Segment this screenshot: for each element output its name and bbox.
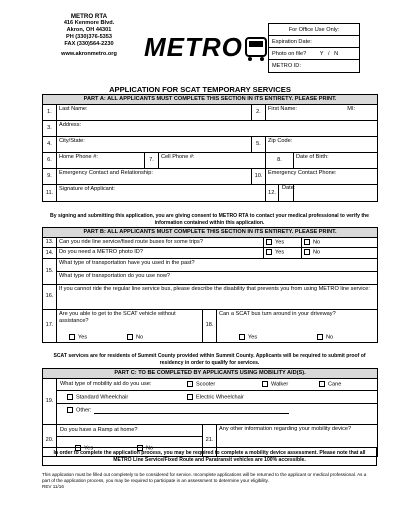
field-number: 6. [43, 153, 57, 169]
q13-yes-option[interactable] [264, 238, 302, 248]
question-18-text: Can a SCAT bus turn around in your driveway? [219, 310, 336, 317]
field-number: 10. [252, 169, 266, 185]
q17-yes-option[interactable] [69, 334, 87, 341]
part-b-heading: PART B: ALL APPLICANTS MUST COMPLETE THIS SECTION IN ITS ENTIRETY. PLEASE PRINT. [43, 228, 378, 238]
page-title: APPLICATION FOR SCAT TEMPORARY SERVICES [109, 85, 291, 94]
revision-label: REV 11/16 [42, 484, 64, 489]
yes-label: Yes [78, 334, 88, 341]
field-number: 9. [43, 169, 57, 185]
org-website: www.akronmetro.org [61, 51, 117, 57]
walker-label: Walker [271, 381, 289, 388]
question-15b[interactable]: What type of transportation do you use now? [57, 271, 378, 284]
cell-phone-field[interactable]: Cell Phone #: [159, 153, 266, 169]
question-17 [57, 309, 203, 342]
emergency-phone-field[interactable]: Emergency Contact Phone: [266, 169, 378, 185]
org-name: METRO RTA [70, 13, 108, 20]
row-divider [57, 436, 202, 437]
part-a-heading: PART A: ALL APPLICANTS MUST COMPLETE THIS SECTION IN ITS ENTIRETY. PLEASE PRINT. [43, 95, 378, 105]
office-use-box [268, 23, 360, 73]
checkbox[interactable] [304, 249, 310, 255]
field-number: 15. [43, 258, 57, 284]
date-label: Date: [282, 185, 296, 191]
q14-yes-option[interactable] [264, 248, 302, 258]
field-number: 13. [43, 238, 57, 248]
date-field[interactable] [266, 185, 294, 202]
field-number: 21. [203, 425, 217, 457]
field-number: 4. [43, 137, 57, 153]
checkbox[interactable] [266, 249, 272, 255]
date-field-space[interactable] [294, 185, 378, 202]
row-divider [57, 390, 377, 391]
checkbox[interactable] [127, 334, 133, 340]
yes-label: Yes [248, 334, 258, 341]
photo-on-file-text: Photo on file? [272, 51, 307, 57]
no-label: No [313, 249, 321, 256]
checkbox[interactable] [187, 394, 193, 400]
yes-label: Yes [275, 249, 285, 256]
last-name-field[interactable]: Last Name: [57, 105, 252, 121]
org-fax: FAX (330)564-2230 [64, 41, 114, 47]
mi-label: MI: [347, 106, 356, 112]
no-label: No [136, 334, 144, 341]
address-field[interactable]: Address: [57, 121, 378, 137]
field-number: 8. [266, 153, 294, 169]
field-number: 20. [43, 425, 57, 457]
metro-logo [144, 34, 270, 62]
photo-no: N [334, 51, 339, 57]
checkbox[interactable] [67, 407, 73, 413]
field-number: 16. [43, 284, 57, 309]
org-address-line2: Akron, OH 44301 [66, 27, 112, 33]
no-label: No [146, 445, 154, 452]
city-state-field[interactable]: City/State: [57, 137, 252, 153]
cane-option[interactable] [319, 381, 341, 388]
question-14: Do you need a METRO photo ID? [57, 248, 264, 258]
emergency-contact-field[interactable]: Emergency Contact and Relationship: [57, 169, 252, 185]
checkbox[interactable] [304, 239, 310, 245]
expiration-date-label: Expiration Date: [269, 36, 359, 48]
photo-separator: / [327, 51, 330, 57]
yes-label: Yes [275, 239, 285, 246]
question-15a[interactable]: What type of transportation have you used in the past? [57, 258, 378, 271]
part-c-table [42, 368, 378, 457]
field-number: 12. [266, 185, 279, 201]
walker-option[interactable] [262, 381, 288, 388]
standard-wheelchair-label: Standard Wheelchair [76, 394, 129, 401]
field-number: 3. [43, 121, 57, 137]
checkbox[interactable] [187, 381, 193, 387]
first-name-label: First Name: [268, 106, 297, 112]
office-use-heading: For Office Use Only: [269, 24, 359, 36]
yes-label: Yes [84, 445, 94, 452]
residency-note: SCAT services are for residents of Summit County provided within Summit County. Applicants will be required to submit proof of residency in order to qualify for services. [53, 353, 366, 366]
photo-yes: Y [319, 51, 324, 57]
checkbox[interactable] [317, 334, 323, 340]
field-number: 7. [145, 153, 159, 169]
question-18 [217, 309, 378, 342]
field-number: 5. [252, 137, 266, 153]
scooter-option[interactable] [187, 381, 215, 388]
metro-id-label: METRO ID: [272, 63, 301, 69]
q14-no-option[interactable] [302, 248, 378, 258]
first-name-field[interactable] [266, 105, 378, 121]
checkbox[interactable] [67, 394, 73, 400]
part-a-table [42, 94, 378, 202]
field-number: 1. [43, 105, 57, 121]
checkbox[interactable] [266, 239, 272, 245]
other-input-line[interactable] [94, 408, 289, 414]
field-number: 14. [43, 248, 57, 258]
row-divider [57, 403, 377, 404]
q17-no-option[interactable] [127, 334, 143, 341]
part-b-table [42, 227, 378, 343]
field-number: 11. [43, 185, 57, 202]
consent-note: By signing and submitting this application, you are giving consent to METRO RTA to contact your medical professional to verify the information contained within this application. [50, 213, 369, 226]
question-13: Can you ride line service/fixed route buses for some trips? [57, 238, 264, 248]
question-16[interactable]: If you cannot ride the regular line service bus, please describe the disability that prevents you from using METRO line service: [57, 284, 378, 309]
field-number: 2. [252, 105, 266, 121]
no-label: No [313, 239, 321, 246]
cane-label: Cane [328, 381, 342, 388]
other-label: Other: [76, 407, 92, 414]
checkbox[interactable] [239, 334, 245, 340]
q18-yes-option[interactable] [239, 334, 257, 341]
checkbox[interactable] [262, 381, 268, 387]
scooter-label: Scooter [196, 381, 216, 388]
electric-wheelchair-option[interactable] [187, 394, 244, 401]
question-19-text: What type of mobility aid do you use: [60, 381, 152, 387]
metro-logo-text: METRO [144, 32, 243, 62]
standard-wheelchair-option[interactable] [67, 394, 128, 401]
other-option[interactable] [67, 407, 289, 414]
signature-field[interactable]: Signature of Applicant: [57, 185, 266, 202]
footer-text: This application must be filled out completely to be considered for service. Incomplete applications will be returned to the applicant or medical professional. As a part of the application process, you may be required to participate in an assessment to determine your eligibility. [42, 472, 367, 483]
org-phone: PH (330)376-5353 [65, 34, 113, 40]
bus-icon [246, 38, 266, 61]
q18-no-option[interactable] [317, 334, 333, 341]
q13-no-option[interactable] [302, 238, 378, 248]
question-20-text: Do you have a Ramp at home? [60, 427, 138, 433]
zip-code-field[interactable]: Zip Code: [266, 137, 378, 153]
question-17-text: Are you able to get to the SCAT vehicle without assistance? [59, 310, 176, 324]
checkbox[interactable] [319, 381, 325, 387]
checkbox[interactable] [69, 334, 75, 340]
home-phone-field[interactable]: Home Phone #: [57, 153, 145, 169]
org-address-line1: 416 Kenmore Blvd. [63, 20, 115, 26]
question-21[interactable]: Any other information regarding your mobility device? [217, 425, 378, 457]
no-label: No [326, 334, 334, 341]
date-of-birth-field[interactable]: Date of Birth: [294, 153, 378, 169]
field-number: 17. [43, 309, 57, 342]
assessment-note: In order to complete the application process, you may be required to complete a mobility device assessment. Please note that all METRO Line Service/Fixed Route and Paratransit vehicles are 100% accessible. [42, 447, 377, 466]
footer [42, 472, 372, 490]
photo-on-file-label [269, 48, 359, 60]
part-c-heading: PART C: TO BE COMPLETED BY APPLICANTS USING MOBILITY AID(S). [43, 369, 378, 379]
field-number: 18. [203, 309, 217, 342]
question-19 [57, 379, 378, 425]
electric-wheelchair-label: Electric Wheelchair [196, 394, 244, 401]
field-number: 19. [43, 379, 57, 425]
org-address-block [44, 13, 134, 58]
